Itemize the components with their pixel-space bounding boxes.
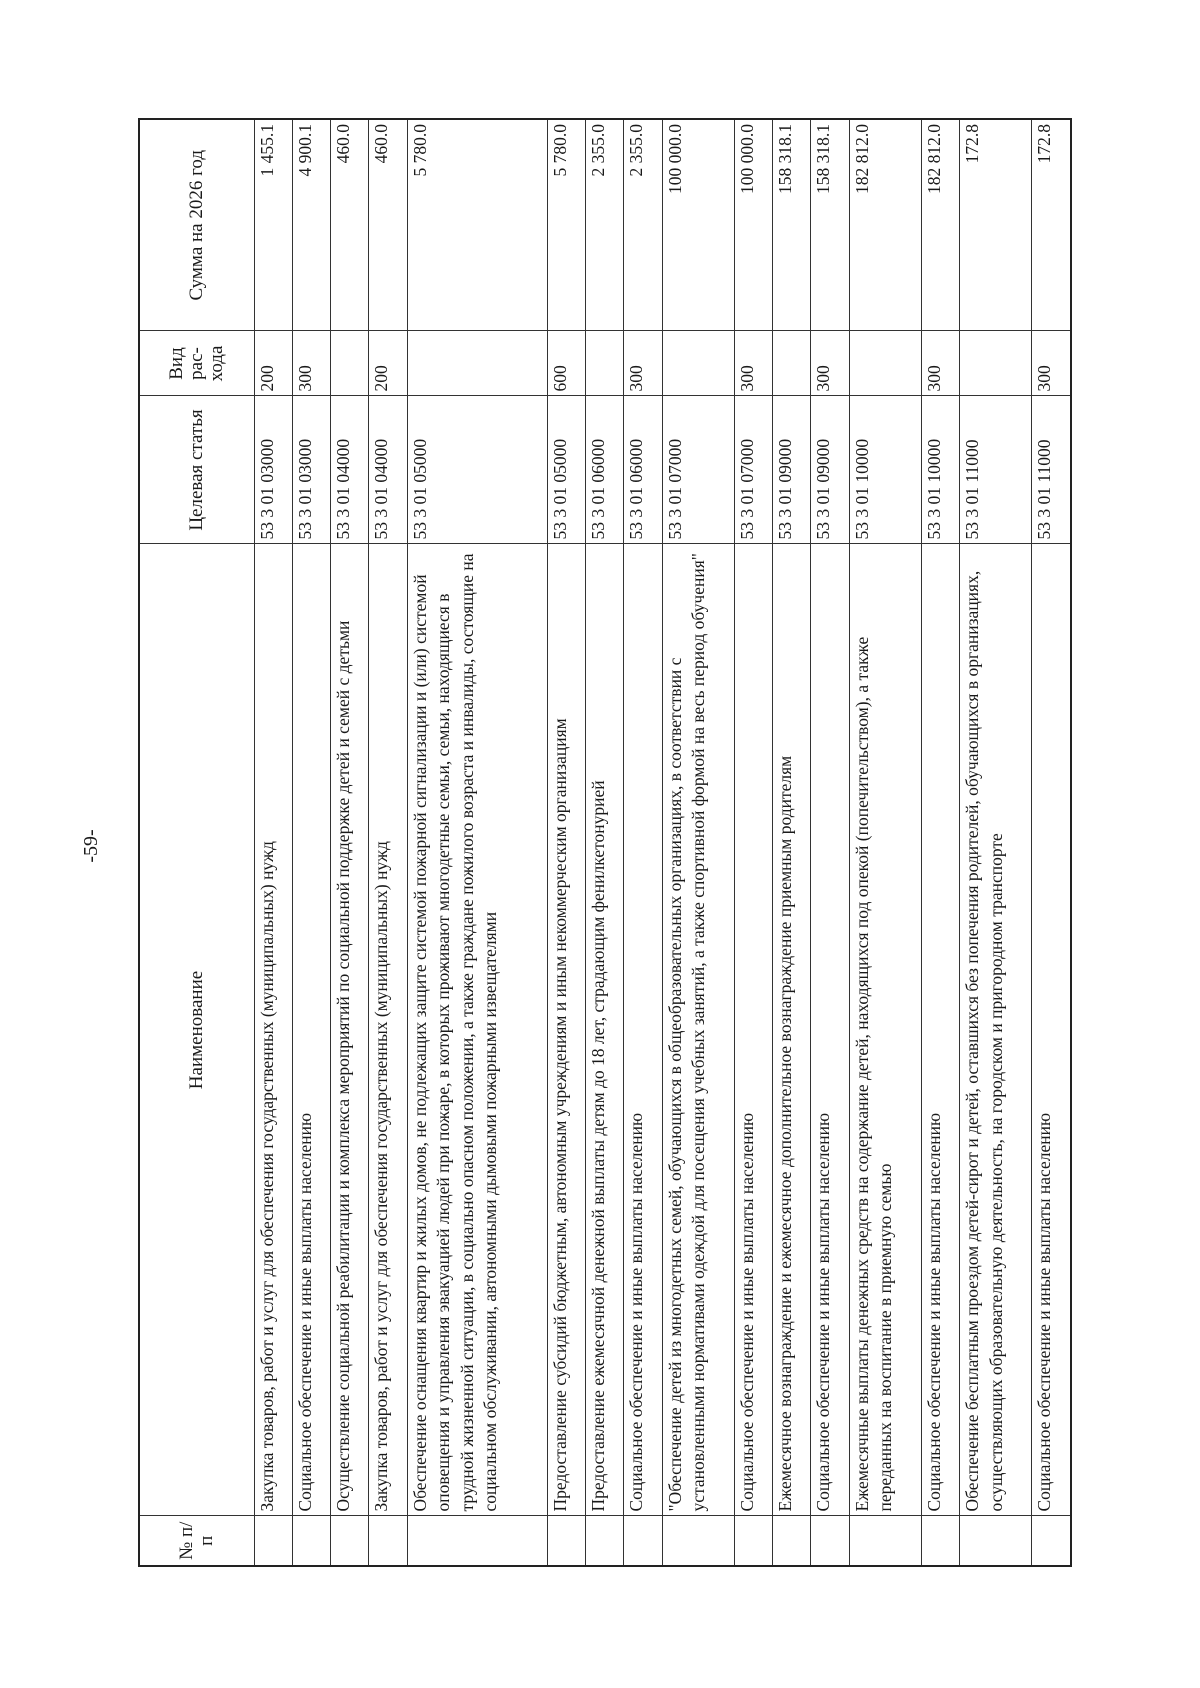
row-num — [547, 1516, 585, 1566]
row-num — [921, 1516, 959, 1566]
row-code: 53 3 01 06000 — [624, 396, 662, 544]
table-row — [773, 119, 811, 1566]
row-code: 53 3 01 07000 — [662, 396, 734, 544]
row-sum: 158 318.1 — [773, 119, 811, 331]
row-sum: 100 000.0 — [662, 119, 734, 331]
table-row — [331, 119, 369, 1566]
row-num — [849, 1516, 921, 1566]
table-row — [849, 119, 921, 1566]
row-name: Обеспечение оснащения квартир и жилых домов, не подлежащих защите системой пожарной сигнализации и (или) системой оповещения и управления эвакуацией людей при пожаре, в которых проживают многодетные семьи, семьи, находящиеся в трудной жизненной ситуации, в социально опасном положении, а также граждане пожилого возраста и инвалиды, состоящие на социальном обслуживании, автономными дымовыми пожарными извещателями — [407, 544, 547, 1516]
row-name: Предоставление субсидий бюджетным, автономным учреждениям и иным некоммерческим организациям — [547, 544, 585, 1516]
row-name: "Обеспечение детей из многодетных семей, обучающихся в общеобразовательных организациях, в соответствии с установленными нормативами одеждой для посещения учебных занятий, а также спортивной формой на весь период обучения" — [662, 544, 734, 1516]
row-sum: 460.0 — [331, 119, 369, 331]
row-type — [773, 331, 811, 396]
row-code: 53 3 01 03000 — [254, 396, 292, 544]
row-code: 53 3 01 09000 — [773, 396, 811, 544]
table-row — [547, 119, 585, 1566]
header-num: № п/п — [139, 1516, 254, 1566]
row-sum: 182 812.0 — [849, 119, 921, 331]
table-row — [586, 119, 624, 1566]
row-name: Закупка товаров, работ и услуг для обеспечения государственных (муниципальных) нужд — [369, 544, 407, 1516]
row-type: 300 — [811, 331, 849, 396]
row-code: 53 3 01 04000 — [369, 396, 407, 544]
row-name: Осуществление социальной реабилитации и комплекса мероприятий по социальной поддержке детей и семей с детьми — [331, 544, 369, 1516]
row-type: 200 — [369, 331, 407, 396]
row-num — [407, 1516, 547, 1566]
row-name: Социальное обеспечение и иные выплаты населению — [734, 544, 772, 1516]
table-row — [254, 119, 292, 1566]
row-name: Социальное обеспечение и иные выплаты населению — [624, 544, 662, 1516]
row-num — [960, 1516, 1032, 1566]
row-type: 200 — [254, 331, 292, 396]
row-type — [331, 331, 369, 396]
row-code: 53 3 01 06000 — [586, 396, 624, 544]
row-sum: 172.8 — [1032, 119, 1071, 331]
row-num — [292, 1516, 330, 1566]
table-row — [960, 119, 1032, 1566]
row-code: 53 3 01 04000 — [331, 396, 369, 544]
table-row — [292, 119, 330, 1566]
table-row — [921, 119, 959, 1566]
row-sum: 1 455.1 — [254, 119, 292, 331]
row-code: 53 3 01 07000 — [734, 396, 772, 544]
row-name: Предоставление ежемесячной денежной выплаты детям до 18 лет, страдающим фенилкетонурией — [586, 544, 624, 1516]
header-code: Целевая статья — [139, 396, 254, 544]
row-type: 300 — [921, 331, 959, 396]
row-sum: 460.0 — [369, 119, 407, 331]
row-sum: 5 780.0 — [407, 119, 547, 331]
row-sum: 100 000.0 — [734, 119, 772, 331]
row-num — [586, 1516, 624, 1566]
table-row — [811, 119, 849, 1566]
row-name: Ежемесячное вознаграждение и ежемесячное дополнительное вознаграждение приемным родителям — [773, 544, 811, 1516]
row-name: Закупка товаров, работ и услуг для обеспечения государственных (муниципальных) нужд — [254, 544, 292, 1516]
table-row — [407, 119, 547, 1566]
row-num — [773, 1516, 811, 1566]
row-name: Социальное обеспечение и иные выплаты населению — [811, 544, 849, 1516]
header-sum: Сумма на 2026 год — [139, 119, 254, 331]
row-type: 300 — [624, 331, 662, 396]
row-code: 53 3 01 10000 — [921, 396, 959, 544]
table-row — [1032, 119, 1071, 1566]
row-code: 53 3 01 05000 — [547, 396, 585, 544]
table-body — [254, 119, 1071, 1566]
table-row — [734, 119, 772, 1566]
row-type — [960, 331, 1032, 396]
row-type: 300 — [734, 331, 772, 396]
row-code: 53 3 01 11000 — [960, 396, 1032, 544]
row-code: 53 3 01 11000 — [1032, 396, 1071, 544]
row-name: Социальное обеспечение и иные выплаты населению — [1032, 544, 1071, 1516]
page-number: -59- — [80, 829, 102, 863]
table-row — [369, 119, 407, 1566]
row-name: Ежемесячные выплаты денежных средств на содержание детей, находящихся под опекой (попечительством), а также переданных на воспитание в приемную семью — [849, 544, 921, 1516]
row-num — [331, 1516, 369, 1566]
row-sum: 2 355.0 — [586, 119, 624, 331]
row-num — [254, 1516, 292, 1566]
row-type: 300 — [292, 331, 330, 396]
row-type — [586, 331, 624, 396]
row-sum: 182 812.0 — [921, 119, 959, 331]
rotated-table-container — [138, 120, 1072, 1567]
row-type: 600 — [547, 331, 585, 396]
row-name: Социальное обеспечение и иные выплаты населению — [292, 544, 330, 1516]
header-type: Вид рас-хода — [139, 331, 254, 396]
row-type — [407, 331, 547, 396]
row-num — [1032, 1516, 1071, 1566]
row-type — [662, 331, 734, 396]
row-sum: 2 355.0 — [624, 119, 662, 331]
header-name: Наименование — [139, 544, 254, 1516]
row-sum: 4 900.1 — [292, 119, 330, 331]
row-num — [811, 1516, 849, 1566]
row-num — [369, 1516, 407, 1566]
row-code: 53 3 01 10000 — [849, 396, 921, 544]
budget-table — [138, 118, 1072, 1567]
row-num — [734, 1516, 772, 1566]
row-sum: 5 780.0 — [547, 119, 585, 331]
table-row — [662, 119, 734, 1566]
row-num — [662, 1516, 734, 1566]
row-num — [624, 1516, 662, 1566]
row-code: 53 3 01 03000 — [292, 396, 330, 544]
row-type — [849, 331, 921, 396]
row-code: 53 3 01 09000 — [811, 396, 849, 544]
row-sum: 158 318.1 — [811, 119, 849, 331]
row-name: Социальное обеспечение и иные выплаты населению — [921, 544, 959, 1516]
row-name: Обеспечение бесплатным проездом детей-сирот и детей, оставшихся без попечения родителей, обучающихся в организациях, осуществляющих образовательную деятельность, на городском и пригородном транспорте — [960, 544, 1032, 1516]
header-row — [139, 119, 254, 1566]
row-type: 300 — [1032, 331, 1071, 396]
table-row — [624, 119, 662, 1566]
row-sum: 172.8 — [960, 119, 1032, 331]
row-code: 53 3 01 05000 — [407, 396, 547, 544]
